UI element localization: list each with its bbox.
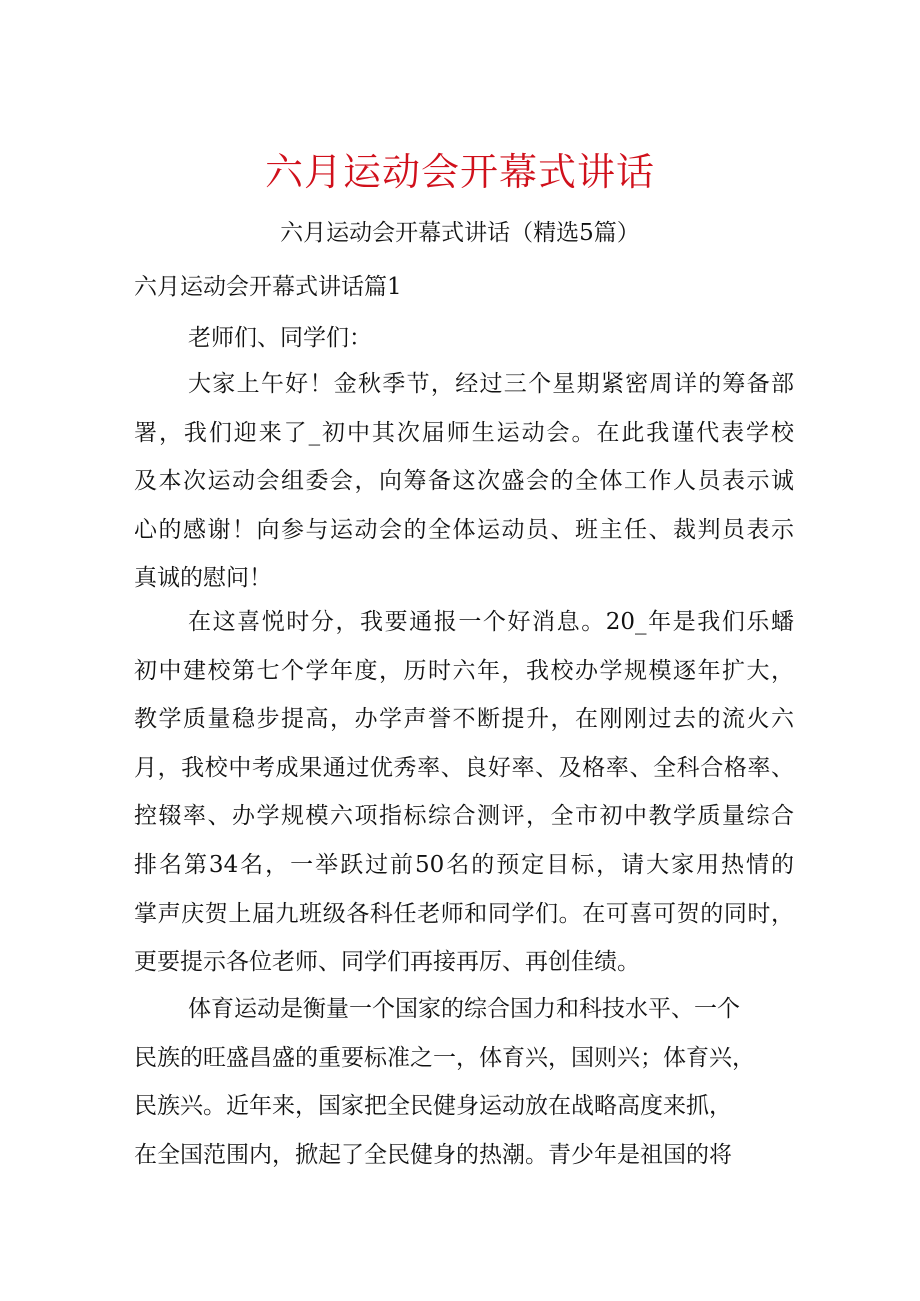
paragraph-3 xyxy=(134,985,794,1179)
paragraph-line: 署，我们迎来了_初中其次届师生运动会。在此我谨代表学校 xyxy=(134,419,794,446)
greeting-line: 老师们、同学们： xyxy=(188,325,372,351)
paragraph-line: 排名第34名，一举跃过前50名的预定目标，请大家用热情的 xyxy=(134,851,794,878)
paragraph-line: 真诚的慰问！ xyxy=(134,565,272,592)
paragraph-line: 心的感谢！向参与运动会的全体运动员、班主任、裁判员表示 xyxy=(134,516,794,543)
paragraph-line: 民族的旺盛昌盛的重要标准之一，体育兴，国则兴；体育兴， xyxy=(134,1044,755,1071)
paragraph-line: 更要提示各位老师、同学们再接再厉、再创佳绩。 xyxy=(134,949,640,976)
paragraph-line: 及本次运动会组委会，向筹备这次盛会的全体工作人员表示诚 xyxy=(134,468,794,495)
paragraph-line: 教学质量稳步提高，办学声誉不断提升，在刚刚过去的流火六 xyxy=(134,706,794,733)
paragraph-line: 大家上午好！金秋季节，经过三个星期紧密周详的筹备部 xyxy=(188,371,794,397)
paragraph-line: 控辍率、办学规模六项指标综合测评，全市初中教学质量综合 xyxy=(134,803,794,830)
paragraph-line: 掌声庆贺上届九班级各科任老师和同学们。在可喜可贺的同时， xyxy=(134,900,794,927)
paragraph-1 xyxy=(134,360,794,603)
paragraph-line: 月，我校中考成果通过优秀率、良好率、及格率、全科合格率、 xyxy=(134,754,794,781)
paragraph-line: 体育运动是衡量一个国家的综合国力和科技水平、一个 xyxy=(188,996,740,1022)
paragraph-line: 初中建校第七个学年度，历时六年，我校办学规模逐年扩大， xyxy=(134,657,794,684)
document-title: 六月运动会开幕式讲话 xyxy=(264,150,655,194)
paragraph-2 xyxy=(134,598,794,987)
paragraph-line: 在这喜悦时分，我要通报一个好消息。20_年是我们乐蟠 xyxy=(188,609,794,635)
section-heading: 六月运动会开幕式讲话篇1 xyxy=(134,274,402,300)
document-subtitle: 六月运动会开幕式讲话（精选5篇） xyxy=(280,220,640,246)
greeting-paragraph xyxy=(134,314,794,363)
paragraph-line: 在全国范围内，掀起了全民健身的热潮。青少年是祖国的将 xyxy=(134,1141,732,1168)
paragraph-line: 民族兴。近年来，国家把全民健身运动放在战略高度来抓， xyxy=(134,1093,732,1120)
